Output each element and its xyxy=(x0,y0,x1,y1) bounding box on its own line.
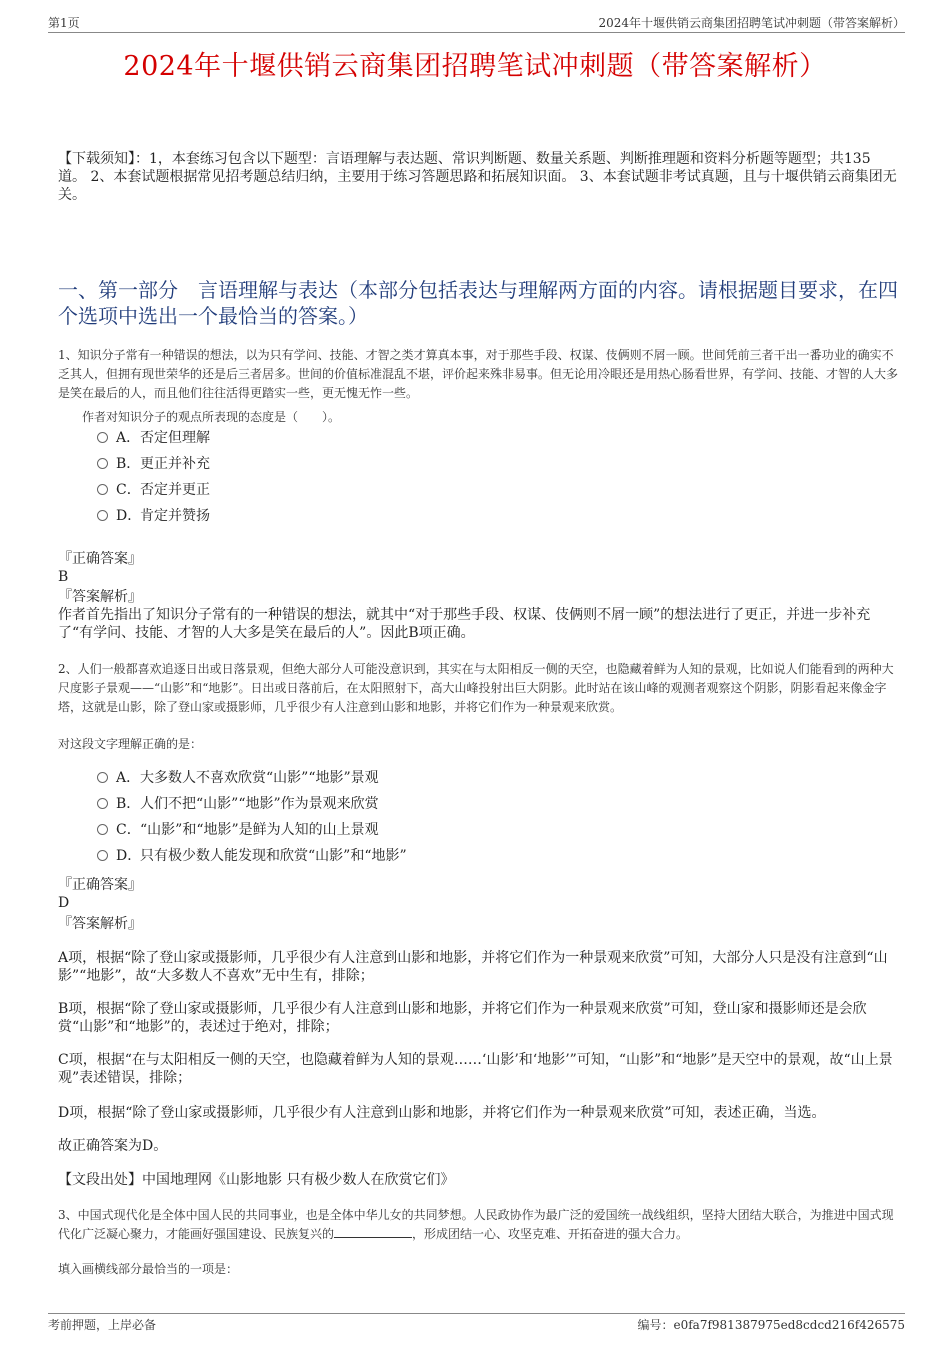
q1-analysis: 作者首先指出了知识分子常有的一种错误的想法，就其中“对于那些手段、权谋、伎俩则不屑一顾”的想法进行了更正，并进一步补充了“有学问、技能、才智的人大多是笑在最后的人”。因此B项正确。 xyxy=(58,607,871,641)
q2-analysis-b: B项，根据“除了登山家或摄影师，几乎很少有人注意到山影和地影，并将它们作为一种景观来欣赏”可知，登山家和摄影师还是会欣赏“山影”和“地影”的，表述过于绝对，排除； xyxy=(58,1001,867,1035)
radio-icon[interactable] xyxy=(97,772,108,783)
q2-ask: 对这段文字理解正确的是： xyxy=(58,737,203,751)
q1-option-d[interactable]: D．肯定并赞扬 xyxy=(97,506,210,526)
page-header xyxy=(48,14,905,33)
q2-source: 【文段出处】中国地理网《山影地影 只有极少数人在欣赏它们》 xyxy=(58,1172,455,1188)
q2-option-d[interactable]: D．只有极少数人能发现和欣赏“山影”和“地影” xyxy=(97,846,407,866)
radio-icon[interactable] xyxy=(97,850,108,861)
radio-icon[interactable] xyxy=(97,798,108,809)
q2-option-c[interactable]: C．“山影”和“地影”是鲜为人知的山上景观 xyxy=(97,820,379,840)
footer-doc-id: 编号：e0fa7f981387975ed8cdcd216f426575 xyxy=(637,1318,905,1332)
page-footer xyxy=(48,1313,905,1334)
q1-answer-label: 『正确答案』 xyxy=(58,551,142,567)
page-number: 第1页 xyxy=(48,16,80,30)
radio-icon[interactable] xyxy=(97,510,108,521)
section-title: 一、第一部分 言语理解与表达（本部分包括表达与理解两方面的内容。请根据题目要求，在四个选项中选出一个最恰当的答案。） xyxy=(58,278,898,328)
q2-analysis-d: D项，根据“除了登山家或摄影师，几乎很少有人注意到山影和地影，并将它们作为一种景观来欣赏”可知，表述正确，当选。 xyxy=(58,1105,826,1121)
q2-conclusion: 故正确答案为D。 xyxy=(58,1138,168,1154)
radio-icon[interactable] xyxy=(97,432,108,443)
q1-stem: 1、知识分子常有一种错误的想法，以为只有学问、技能、才智之类才算真本事，对于那些手段、权谋、伎俩则不屑一顾。世间凭前三者干出一番功业的确实不乏其人，但拥有现世荣华的还是后三者居多。世间的价值标准混乱不堪，评价起来殊非易事。但无论用冷眼还是用热心肠看世界，有学问、技能、才智的人大多是笑在最后的人，而且他们往往活得更踏实一些，更无愧无怍一些。 xyxy=(58,348,899,400)
q3-ask: 填入画横线部分最恰当的一项是： xyxy=(58,1262,239,1276)
q1-option-b[interactable]: B．更正并补充 xyxy=(97,454,210,474)
header-doc-title: 2024年十堰供销云商集团招聘笔试冲刺题（带答案解析） xyxy=(598,16,905,30)
q2-analysis-c: C项，根据“在与太阳相反一侧的天空，也隐藏着鲜为人知的景观……‘山影’和‘地影’”可知，“山影”和“地影”是天空中的景观，故“山上景观”表述错误，排除； xyxy=(58,1052,893,1086)
radio-icon[interactable] xyxy=(97,484,108,495)
q2-answer-label: 『正确答案』 xyxy=(58,877,142,893)
footer-slogan: 考前押题，上岸必备 xyxy=(48,1318,157,1332)
q1-option-a[interactable]: A．否定但理解 xyxy=(97,428,210,448)
q2-analysis-a: A项，根据“除了登山家或摄影师，几乎很少有人注意到山影和地影，并将它们作为一种景观来欣赏”可知，大部分人只是没有注意到“山影”“地影”，故“大多数人不喜欢”无中生有，排除； xyxy=(58,950,888,984)
document-title: 2024年十堰供销云商集团招聘笔试冲刺题（带答案解析） xyxy=(123,51,827,82)
radio-icon[interactable] xyxy=(97,458,108,469)
download-notice: 【下载须知】：1，本套练习包含以下题型：言语理解与表达题、常识判断题、数量关系题、判断推理题和资料分析题等题型；共135道。 2、本套试题根据常见招考题总结归纳，主要用于练习答题思路和拓展知识面。 3、本套试题非考试真题，且与十堰供销云商集团无关。 xyxy=(58,151,897,203)
q3-stem: 3、中国式现代化是全体中国人民的共同事业，也是全体中华儿女的共同梦想。人民政协作为最广泛的爱国统一战线组织，坚持大团结大联合，为推进中国式现代化广泛凝心聚力，才能画好强国建设、民族复兴的 ，形成团结一心、攻坚克难、开拓奋进的强大合力。 xyxy=(58,1208,894,1241)
q1-analysis-label: 『答案解析』 xyxy=(58,589,142,605)
q2-option-b[interactable]: B．人们不把“山影”“地影”作为景观来欣赏 xyxy=(97,794,379,814)
radio-icon[interactable] xyxy=(97,824,108,835)
q1-ask: 作者对知识分子的观点所表现的态度是（ ）。 xyxy=(82,410,341,424)
fill-blank[interactable] xyxy=(334,1226,412,1238)
q2-stem: 2、人们一般都喜欢追逐日出或日落景观，但绝大部分人可能没意识到，其实在与太阳相反一侧的天空，也隐藏着鲜为人知的景观，比如说人们能看到的两种大尺度影子景观——“山影”和“地影”。日出或日落前后，在太阳照射下，高大山峰投射出巨大阴影。此时站在该山峰的观测者观察这个阴影，阴影看起来像金字塔，这就是山影，除了登山家或摄影师，几乎很少有人注意到山影和地影，并将它们作为一种景观来欣赏。 xyxy=(58,662,894,714)
q2-analysis-label: 『答案解析』 xyxy=(58,916,142,932)
q1-answer: B xyxy=(58,569,69,585)
q1-option-c[interactable]: C．否定并更正 xyxy=(97,480,210,500)
q2-answer: D xyxy=(58,895,70,911)
q2-option-a[interactable]: A．大多数人不喜欢欣赏“山影”“地影”景观 xyxy=(97,768,379,788)
